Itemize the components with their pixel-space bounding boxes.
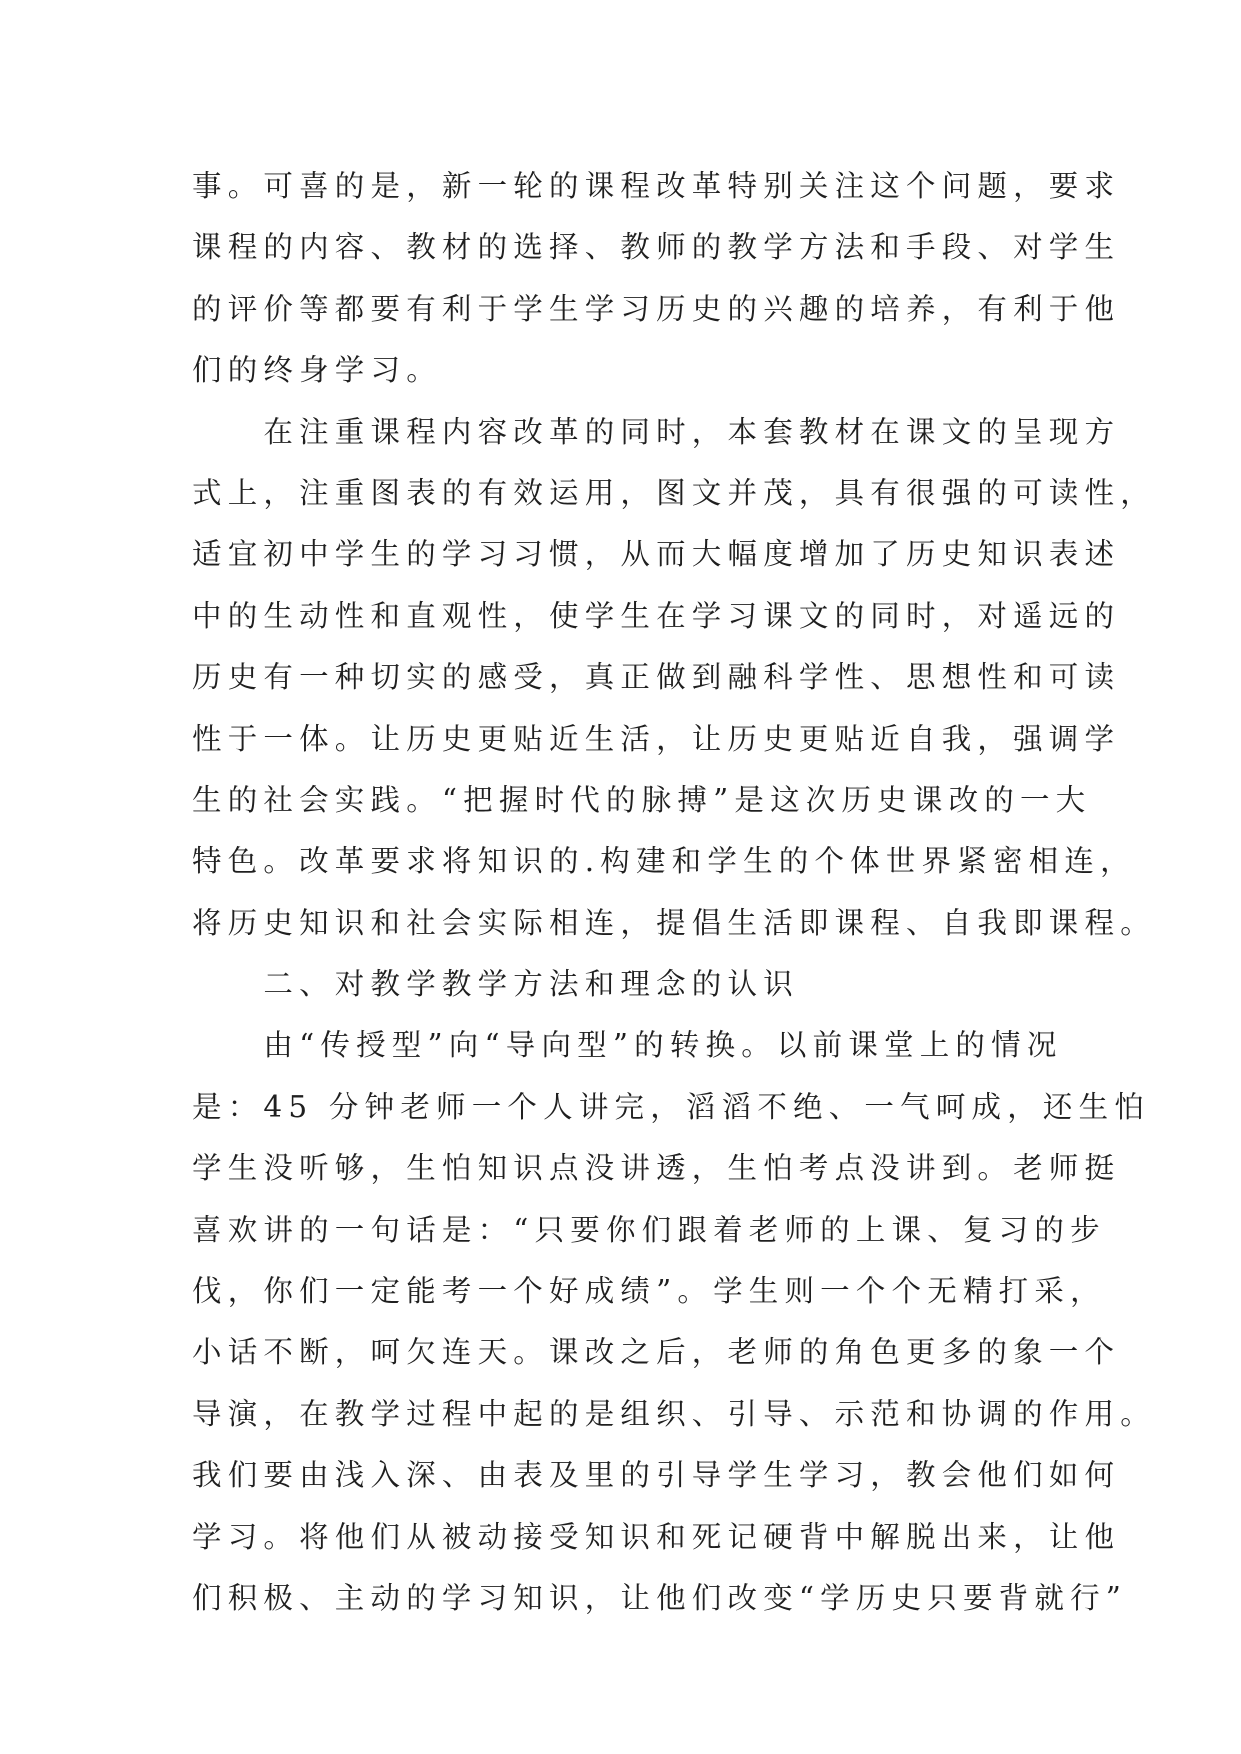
text-line: 适宜初中学生的学习习惯，从而大幅度增加了历史知识表述 [192, 537, 1121, 572]
text-line: 我们要由浅入深、由表及里的引导学生学习，教会他们如何 [192, 1458, 1121, 1493]
text-line: 生的社会实践。“把握时代的脉搏”是这次历史课改的一大 [192, 782, 1092, 817]
text-line: 是：45 分钟老师一个人讲完，滔滔不绝、一气呵成，还生怕 [192, 1089, 1151, 1124]
text-line: 导演，在教学过程中起的是组织、引导、示范和协调的作用。 [192, 1396, 1156, 1431]
text-line: 事。可喜的是，新一轮的课程改革特别关注这个问题，要求 [192, 169, 1121, 203]
text-line: 学习。将他们从被动接受知识和死记硬背中解脱出来，让他 [192, 1519, 1121, 1554]
text-line: 历史有一种切实的感受，真正做到融科学性、思想性和可读 [192, 660, 1121, 695]
text-line: 式上，注重图表的有效运用，图文并茂，具有很强的可读性， [192, 475, 1156, 510]
text-line: 课程的内容、教材的选择、教师的教学方法和手段、对学生 [192, 230, 1121, 265]
section-heading: 二、对教学教学方法和理念的认识 [192, 967, 799, 1002]
text-line: 们的终身学习。 [192, 353, 442, 388]
text-line: 小话不断，呵欠连天。课改之后，老师的角色更多的象一个 [192, 1335, 1121, 1370]
text-line: 性于一体。让历史更贴近生活，让历史更贴近自我，强调学 [192, 721, 1121, 756]
text-line: 的评价等都要有利于学生学习历史的兴趣的培养，有利于他 [192, 291, 1121, 326]
text-line: 由“传授型”向“导向型”的转换。以前课堂上的情况 [192, 1028, 1063, 1063]
body-text [192, 156, 1156, 1629]
text-line: 将历史知识和社会实际相连，提倡生活即课程、自我即课程。 [192, 905, 1156, 940]
text-line: 们积极、主动的学习知识，让他们改变“学历史只要背就行” [192, 1580, 1128, 1615]
text-line: 特色。改革要求将知识的.构建和学生的个体世界紧密相连， [192, 844, 1136, 879]
text-line: 在注重课程内容改革的同时，本套教材在课文的呈现方 [192, 414, 1121, 449]
text-line: 学生没听够，生怕知识点没讲透，生怕考点没讲到。老师挺 [192, 1151, 1121, 1186]
text-line: 伐，你们一定能考一个好成绩”。学生则一个个无精打采， [192, 1274, 1106, 1309]
text-line: 喜欢讲的一句话是：“只要你们跟着老师的上课、复习的步 [192, 1212, 1106, 1247]
text-line: 中的生动性和直观性，使学生在学习课文的同时，对遥远的 [192, 598, 1121, 633]
